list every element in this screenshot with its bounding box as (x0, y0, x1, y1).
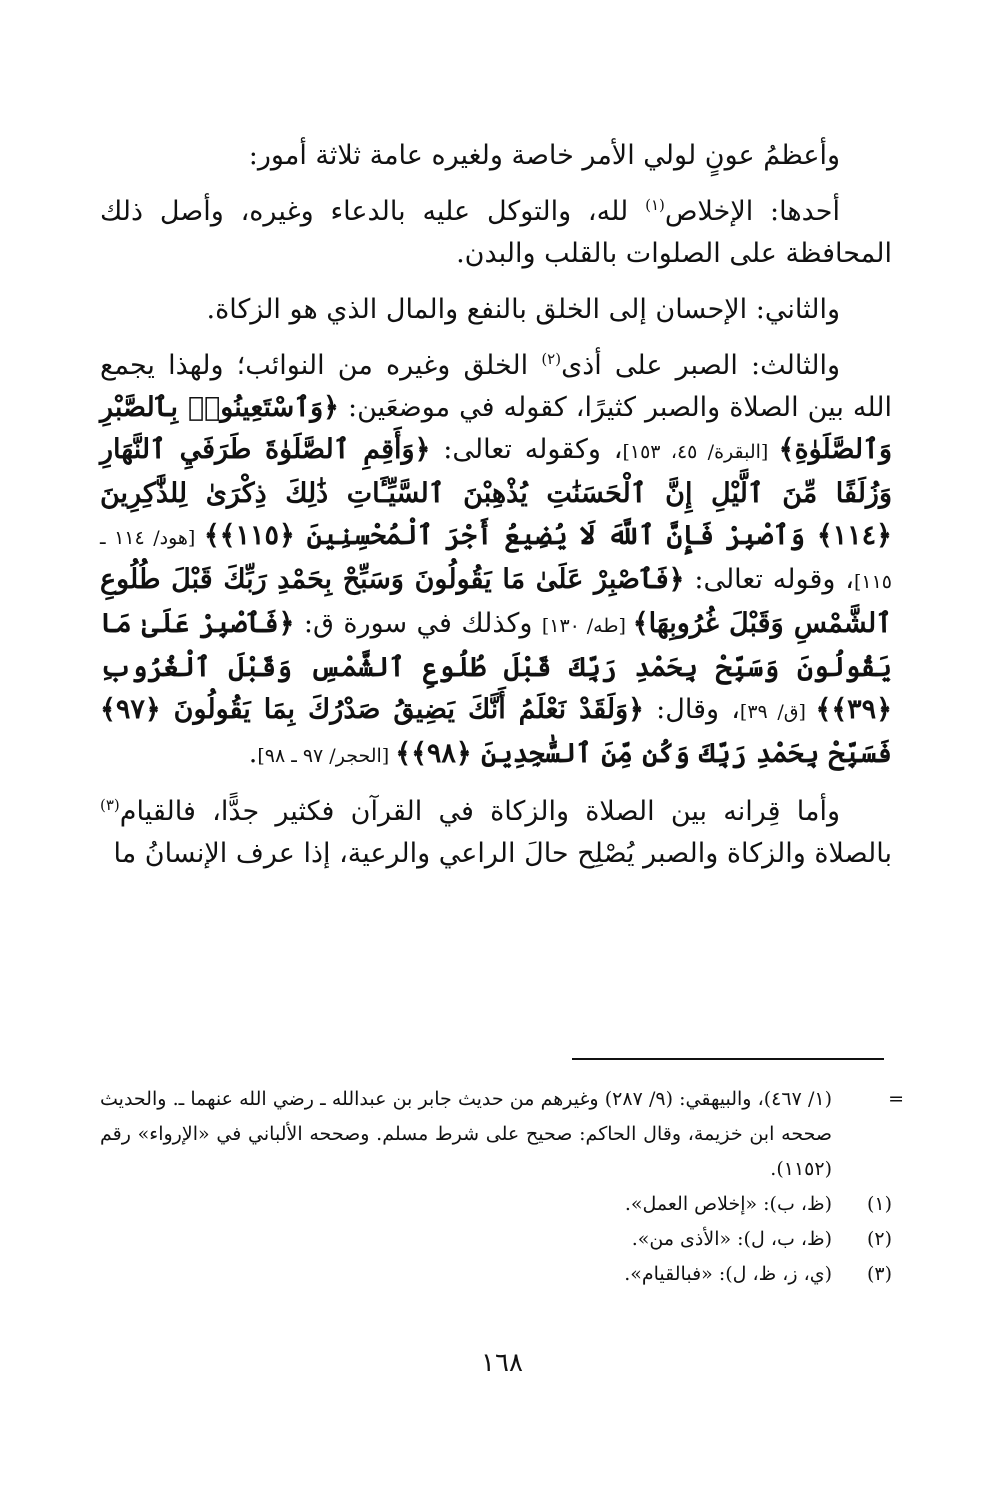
footnote-text: (ي، ز، ظ، ل): «فبالقيام». (624, 1263, 832, 1285)
footnote-number: (١) (866, 1193, 892, 1215)
quran-verse-1: ﴿وَٱسْتَعِينُوا۟ بِٱلصَّبْرِ وَٱلصَّلَوٰةِ﴾ (100, 392, 892, 465)
footnote-ref-2: (٢) (541, 350, 562, 368)
verse-reference-4: [ق/ ٣٩] (739, 701, 816, 723)
verse-reference-2: [هود/ ١١٤ ـ ١١٥] (100, 527, 893, 593)
footnote-separator (572, 1058, 884, 1060)
footnote-ref-1: (١) (645, 196, 665, 214)
verse-reference-3: [طه/ ١٣٠] (541, 615, 633, 637)
footnote-text: (ظ، ب، ل): «الأذى من». (631, 1228, 832, 1250)
main-text (100, 135, 892, 889)
continuation-mark: = (888, 1088, 904, 1110)
paragraph-fourth: وأما قِرانه بين الصلاة والزكاة في القرآن فكثير جدًّا، فالقيام$^{(٣)}$ بالصلاة والزكاة والصبر يُصْلِح حالَ الراعي والرعية، إذا عرف الإنسانُ ما (100, 796, 892, 869)
verse-reference-1: [البقرة/ ٤٥، ١٥٣] (622, 441, 779, 463)
paragraph-intro: وأعظمُ عونٍ لولي الأمر خاصة ولغيره عامة ثلاثة أمور: (248, 140, 840, 171)
footnote-3 (100, 1257, 892, 1292)
quran-verse-5: ﴿وَلَقَدْ نَعْلَمُ أَنَّكَ يَضِيقُ صَدْرُكَ بِمَا يَقُولُونَ ﴿٩٧﴾ فَسَبِّحْ بِحَمْدِ رَبِّكَ وَكُن مِّنَ ٱلسَّٰجِدِينَ ﴿٩٨﴾﴾ (100, 694, 892, 769)
verse-reference-5: [الحجر/ ٩٧ ـ ٩٨] (257, 745, 396, 767)
footnote-ref-3: (٣) (100, 796, 120, 814)
paragraph-first: أحدها: الإخلاص$^{(١)}$ لله، والتوكل عليه بالدعاء وغيره، وأصل ذلك المحافظة على الصلوات بالقلب والبدن. (100, 196, 892, 269)
quran-verse-3: ﴿فَٱصْبِرْ عَلَىٰ مَا يَقُولُونَ وَسَبِّحْ بِحَمْدِ رَبِّكَ قَبْلَ طُلُوعِ ٱلشَّمْسِ وَقَبْلَ غُرُوبِهَا﴾ (100, 564, 893, 639)
footnote-2 (100, 1222, 892, 1257)
footnote-number: (٢) (866, 1228, 892, 1250)
footnotes (100, 1082, 904, 1292)
footnote-1 (100, 1187, 892, 1222)
footnote-text: (ظ، ب): «إخلاص العمل». (624, 1193, 832, 1215)
quran-verse-4: ﴿فَٱصْبِرْ عَلَىٰ مَا يَقُولُونَ وَسَبِّحْ بِحَمْدِ رَبِّكَ قَبْلَ طُلُوعِ ٱلشَّمْسِ وَقَبْلَ ٱلْغُرُوبِ ﴿٣٩﴾﴾ (100, 608, 893, 725)
footnote-number: (٣) (866, 1263, 892, 1285)
footnote-continuation: = (١/ ٤٦٧)، والبيهقي: (٩/ ٢٨٧) وغيرهم من حديث جابر بن عبدالله ـ رضي الله عنهما ـ. والحديث صححه ابن خزيمة، وقال الحاكم: صحيح على شرط مسلم. وصححه الألباني في «الإرواء» رقم (١١٥٢). (100, 1082, 892, 1187)
paragraph-third: والثالث: الصبر على أذى$^{(٢)}$ الخلق وغيره من النوائب؛ ولهذا يجمع الله بين الصلاة والصبر كثيرًا، كقوله في موضعَين: ﴿وَٱسْتَعِينُوا۟ بِٱلصَّبْرِ وَٱلصَّلَوٰةِ﴾ [البقرة/ ٤٥، ١٥٣]، وكقوله تعالى: ﴿وَأَقِمِ ٱلصَّلَوٰةَ طَرَفَيِ ٱلنَّهَارِ وَزُلَفًا مِّنَ ٱلَّيْلِ إِنَّ ٱلْحَسَنَٰتِ يُذْهِبْنَ ٱلسَّيِّـَٔاتِ ذَٰلِكَ ذِكْرَىٰ لِلذَّٰكِرِينَ ﴿١١٤﴾ وَٱصْبِرْ فَإِنَّ ٱللَّهَ لَا يُضِيعُ أَجْرَ ٱلْمُحْسِنِينَ ﴿١١٥﴾﴾ [هود/ ١١٤ ـ ١١٥]، وقوله تعالى: ﴿فَٱصْبِرْ عَلَىٰ مَا يَقُولُونَ وَسَبِّحْ بِحَمْدِ رَبِّكَ قَبْلَ طُلُوعِ ٱلشَّمْسِ وَقَبْلَ غُرُوبِهَا﴾ [طه/ ١٣٠] وكذلك في سورة ق: ﴿فَٱصْبِرْ عَلَىٰ مَا يَقُولُونَ وَسَبِّحْ بِحَمْدِ رَبِّكَ قَبْلَ طُلُوعِ ٱلشَّمْسِ وَقَبْلَ ٱلْغُرُوبِ ﴿٣٩﴾﴾ [ق/ ٣٩]، وقال: ﴿وَلَقَدْ نَعْلَمُ أَنَّكَ يَضِيقُ صَدْرُكَ بِمَا يَقُولُونَ ﴿٩٧﴾ فَسَبِّحْ بِحَمْدِ رَبِّكَ وَكُن مِّنَ ٱلسَّٰجِدِينَ ﴿٩٨﴾﴾ [الحجر/ ٩٧ ـ ٩٨]. (100, 350, 893, 769)
quran-verse-2: ﴿وَأَقِمِ ٱلصَّلَوٰةَ طَرَفَيِ ٱلنَّهَارِ وَزُلَفًا مِّنَ ٱلَّيْلِ إِنَّ ٱلْحَسَنَٰتِ يُذْهِبْنَ ٱلسَّيِّـَٔاتِ ذَٰلِكَ ذِكْرَىٰ لِلذَّٰكِرِينَ ﴿١١٤﴾ وَٱصْبِرْ فَإِنَّ ٱللَّهَ لَا يُضِيعُ أَجْرَ ٱلْمُحْسِنِينَ ﴿١١٥﴾﴾ (100, 434, 892, 551)
page-number: ١٦٨ (481, 1348, 523, 1378)
paragraph-second: والثاني: الإحسان إلى الخلق بالنفع والمال الذي هو الزكاة. (206, 294, 840, 325)
